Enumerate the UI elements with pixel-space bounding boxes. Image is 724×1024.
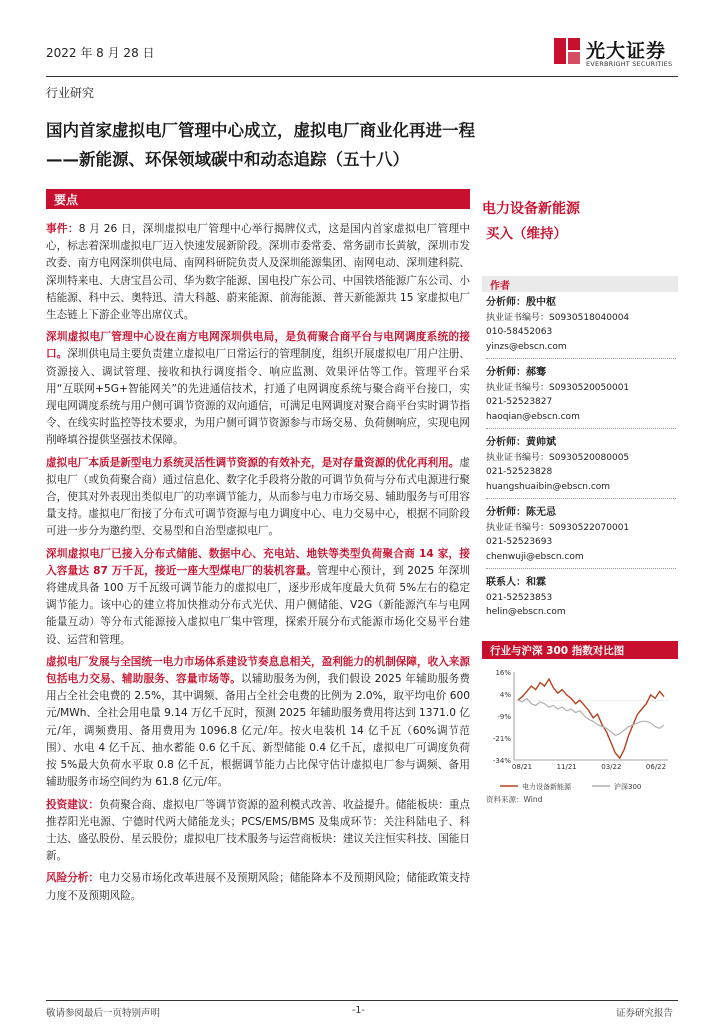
x-tick-label: 06/22 — [645, 763, 667, 771]
page-number: -1- — [352, 1005, 365, 1016]
analyst-card — [486, 366, 676, 424]
legend-label: 沪深300 — [614, 783, 642, 791]
paragraph-risk — [46, 870, 470, 904]
analyst-cert: 执业证书编号：S0930520080005 — [486, 452, 630, 463]
section-label: 要点 — [54, 193, 79, 207]
logo-text-cn: 光大证券 — [586, 40, 667, 62]
header-divider — [46, 76, 678, 77]
chart-legend — [500, 782, 641, 791]
analyst-email[interactable]: huangshuaibin@ebscn.com — [486, 481, 611, 492]
logo-text-en: EVERBRIGHT SECURITIES — [586, 60, 673, 68]
contact-email[interactable]: helin@ebscn.com — [486, 607, 566, 617]
company-logo — [552, 34, 682, 74]
chart-header — [482, 641, 678, 659]
authors-label: 作者 — [490, 281, 510, 292]
analyst-phone: 010-58452063 — [486, 327, 553, 337]
analyst-cert: 执业证书编号：S0930520050001 — [486, 382, 630, 393]
y-tick-label: -21% — [492, 735, 511, 743]
chart-title: 行业与沪深 300 指数对比图 — [490, 645, 625, 657]
main-body — [46, 221, 470, 910]
analyst-name: 分析师：陈无忌 — [486, 507, 556, 518]
report-subtitle: ——新能源、环保领域碳中和动态追踪（五十八） — [46, 150, 409, 169]
paragraph-lead: 虚拟电厂发展与全国统一电力市场体系建设节奏息息相关，盈利能力的机制保障，收入来源包括电力交易、辅助服务、容量市场等。 — [46, 655, 470, 686]
paragraph-text: 管理中心预计，到 2025 年深圳将建成具备 100 万千瓦级可调节能力的虚拟电厂，逐步形成年度最大负荷 5%左右的稳定调节能力。该中心的建立将加快推动分布式光伏、用户侧储能、V2G（新能源汽车与电网能量互动）等分布式能源接入虚拟电厂集中管理，探索开展分布式能源市场化交易平台建设、运营和管理。 — [46, 564, 470, 646]
analyst-phone: 021-52523827 — [486, 397, 553, 407]
performance-chart — [482, 664, 678, 798]
report-date: 2022 年 8 月 28 日 — [46, 46, 155, 60]
paragraph-event — [46, 221, 470, 324]
paragraph-lead: 投资建议： — [46, 798, 100, 811]
paragraph-essence — [46, 455, 470, 541]
analyst-name: 分析师：殷中枢 — [486, 297, 556, 308]
contact-phone: 021-52523853 — [486, 592, 553, 603]
y-tick-label: -34% — [492, 757, 511, 765]
analyst-cert: 执业证书编号：S0930518040004 — [486, 312, 630, 323]
paragraph-text: 电力交易市场化改革进展不及预期风险；储能降本不及预期风险；储能政策支持力度不及预期风险。 — [46, 872, 471, 902]
x-axis — [512, 760, 668, 771]
paragraph-investment — [46, 797, 470, 866]
paragraph-market — [46, 654, 470, 792]
x-tick-label: 03/22 — [601, 763, 622, 771]
paragraph-capacity — [46, 546, 470, 649]
analyst-name: 分析师：郝骞 — [486, 367, 546, 378]
analyst-phone: 021-52523693 — [486, 537, 553, 547]
rating-badge: 买入（维持） — [486, 226, 567, 242]
series-line-industry — [518, 679, 664, 758]
footer-divider — [46, 1000, 678, 1001]
contact-name: 联系人：和霖 — [486, 577, 546, 588]
x-tick-label: 08/21 — [511, 763, 533, 771]
analyst-card — [486, 506, 676, 564]
series-lines — [514, 679, 668, 758]
x-tick-label: 11/21 — [556, 763, 577, 771]
authors-header — [482, 276, 678, 292]
analyst-name: 分析师：黄帅斌 — [486, 437, 556, 448]
analyst-divider — [486, 358, 676, 359]
series-line-hs300 — [518, 698, 664, 735]
report-category: 行业研究 — [46, 86, 95, 100]
contact-card — [486, 576, 676, 620]
paragraph-interface — [46, 329, 470, 449]
logo-mark-icon — [552, 34, 582, 68]
paragraph-lead: 风险分析： — [46, 872, 100, 885]
analyst-phone: 021-52523828 — [486, 467, 553, 477]
paragraph-text: 虚拟电厂（或负荷聚合商）通过信息化、数字化手段将分散的可调节负荷与分布式电源进行聚合，使其对外表现出类似电厂的功率调节能力，从而参与电力市场交易、辅助服务与可用容量支持。虚拟电厂衔接了分布式可调节资源与电力调度中心、电力交易中心，根据不同阶段可进一步分为邀约型、交易型和自治型虚拟电厂。 — [46, 456, 470, 538]
analyst-divider — [486, 568, 676, 569]
analyst-card — [486, 296, 676, 354]
footer-disclaimer[interactable]: 敬请参阅最后一页特别声明 — [46, 1008, 161, 1019]
paragraph-text: 负荷聚合商、虚拟电厂等调节资源的盈利模式改善、收益提升。储能板块：重点推荐阳光电源、宁德时代两大储能龙头；PCS/EMS/BMS 及集成环节：关注科陆电子、科士达、盛弘股份、星云股份；虚拟电厂技术服务与运营商板块：建议关注恒实科技、国能日新。 — [46, 798, 471, 863]
analyst-email[interactable]: haoqian@ebscn.com — [486, 411, 580, 422]
chart-source: 资料来源：Wind — [486, 795, 543, 804]
paragraph-text: 8 月 26 日，深圳虚拟电厂管理中心举行揭牌仪式，这是国内首家虚拟电厂管理中心，标志着深圳虚拟电厂迈入快速发展新阶段。深圳市委常委、常务副市长黄敏，深圳市发改委、南方电网深圳供电局、南网科研院负责人及深圳能源集团、南网电动、深圳建科院、深圳特来电、大唐宝昌公司、华为数字能源、国电投广东公司、中国铁塔能源广东公司、小桔能源、科中云、奥特迅、清大科越、蔚来能源、前海能源、普天新能源共 15 家虚拟电厂生态链上下游企业等出席仪式。 — [46, 223, 471, 322]
y-axis — [493, 669, 514, 765]
paragraph-lead: 事件： — [46, 223, 79, 235]
analyst-divider — [486, 428, 676, 429]
section-header-bar — [46, 189, 470, 209]
footer-report-type: 证券研究报告 — [616, 1008, 674, 1019]
paragraph-lead: 深圳虚拟电厂已接入分布式储能、数据中心、充电站、地铁等类型负荷聚合商 14 家，接入容量达 87 万千瓦，接近一座大型煤电厂的装机容量。 — [46, 547, 470, 577]
y-tick-label: 16% — [495, 669, 511, 677]
paragraph-lead: 深圳虚拟电厂管理中心设在南方电网深圳供电局，是负荷聚合商平台与电网调度系统的接口。 — [46, 331, 470, 361]
analyst-card — [486, 436, 676, 494]
industry-name: 电力设备新能源 — [482, 201, 580, 217]
paragraph-lead: 虚拟电厂本质是新型电力系统灵活性调节资源的有效补充，是对存量资源的优化再利用。 — [46, 456, 460, 469]
analyst-email[interactable]: chenwuji@ebscn.com — [486, 551, 584, 562]
paragraph-text: 以辅助服务为例，我们假设 2025 年辅助服务费用占全社会电费的 2.5%，其中调频、备用占全社会电费的比例为 2.0%，取平均电价 600 元/MWh、全社会用电量 9.14 万亿千瓦时，预测 2025 年辅助服务费用将达到 1371.0 亿元/年，调频费用、备用费用为 1096.8 亿元/年。按火电装机 14 亿千瓦（60%调节范围）、水电 4 亿千瓦、抽水蓄能 0.6 亿千瓦、新型储能 0.4 亿千瓦，虚拟电厂可调度负荷按 5%最大负荷水平取 0.8 亿千瓦，根据调节能力占比保守估计虚拟电厂参与调频、备用辅助服务市场空间约为 61.8 亿元/年。 — [46, 673, 470, 789]
report-title: 国内首家虚拟电厂管理中心成立，虚拟电厂商业化再进一程 — [46, 121, 475, 140]
y-tick-label: -9% — [497, 713, 511, 721]
legend-label: 电力设备新能源 — [522, 783, 571, 791]
y-tick-label: 4% — [499, 691, 511, 699]
analyst-cert: 执业证书编号：S0930522070001 — [486, 522, 630, 533]
paragraph-text: 深圳供电局主要负责建立虚拟电厂日常运行的管理制度，组织开展虚拟电厂用户注册、资源接入、调试管理、接收和执行调度指令、响应监测、效果评估等工作。管理平台采用“互联网+5G+智能网关”的先进通信技术，打通了电网调度系统与聚合商平台接口，实现电网调度系统与用户侧可调节资源的双向通信，可满足电网调度对聚合商平台实时调节指令、在线实时监控等技术要求，为用户侧可调节资源参与市场交易、负荷侧响应，实现电网削峰填谷提供坚强技术保障。 — [46, 348, 470, 447]
analyst-email[interactable]: yinzs@ebscn.com — [486, 341, 567, 352]
analyst-divider — [486, 498, 676, 499]
